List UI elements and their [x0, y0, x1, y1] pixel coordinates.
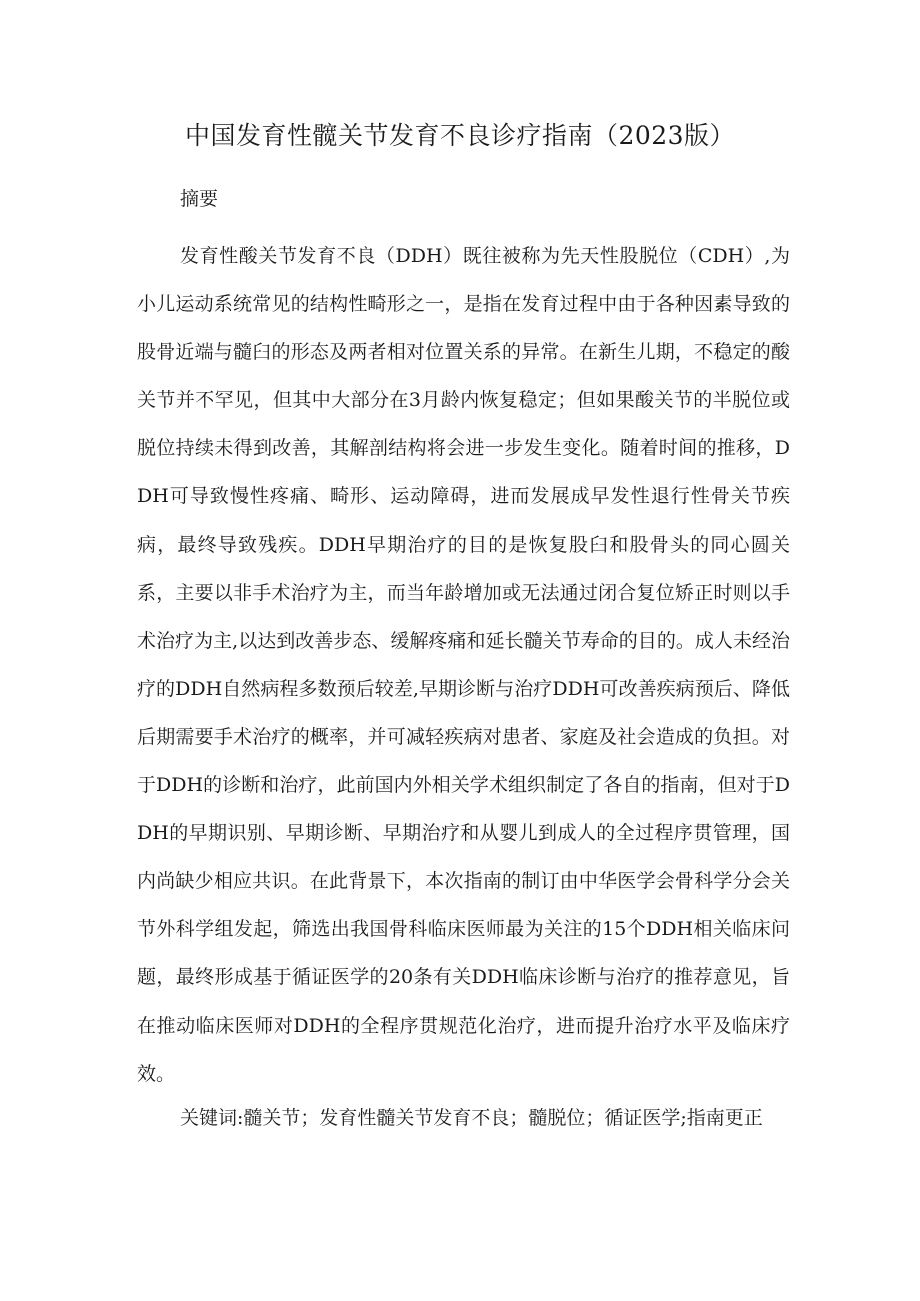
abstract-heading: 摘要 — [180, 188, 219, 210]
keywords-line: 关键词:髓关节；发育性髓关节发育不良；髓脱位；循证医学;指南更正 — [180, 1107, 763, 1129]
document-title: 中国发育性髋关节发育不良诊疗指南（2023版） — [184, 121, 736, 150]
abstract-paragraph: 发育性酸关节发育不良（DDH）既往被称为先天性股脱位（CDH）,为小儿运动系统常见的结构性畸形之一，是指在发育过程中由于各种因素导致的股骨近端与髓臼的形态及两者相对位置关系的异常。在新生儿期，不稳定的酸关节并不罕见，但其中大部分在3月龄内恢复稳定；但如果酸关节的半脱位或脱位持续未得到改善，其解剖结构将会进一步发生变化。随着时间的推移，DDH可导致慢性疼痛、畸形、运动障碍，进而发展成早发性退行性骨关节疾病，最终导致残疾。DDH早期治疗的目的是恢复股臼和股骨头的同心圆关系，主要以非手术治疗为主，而当年龄增加或无法通过闭合复位矫正时则以手术治疗为主,以达到改善步态、缓解疼痛和延长髓关节寿命的目的。成人未经治疗的DDH自然病程多数预后较差,早期诊断与治疗DDH可改善疾病预后、降低后期需要手术治疗的概率，并可减轻疾病对患者、家庭及社会造成的负担。对于DDH的诊断和治疗，此前国内外相关学术组织制定了各自的指南，但对于DDH的早期识别、早期诊断、早期治疗和从婴儿到成人的全过程序贯管理，国内尚缺少相应共识。在此背景下，本次指南的制订由中华医学会骨科学分会关节外科学组发起，筛选出我国骨科临床医师最为关注的15个DDH相关临床问题，最终形成基于循证医学的20条有关DDH临床诊断与治疗的推荐意见，旨在推动临床医师对DDH的全程序贯规范化治疗，进而提升治疗水平及临床疗效。 — [137, 245, 790, 1085]
